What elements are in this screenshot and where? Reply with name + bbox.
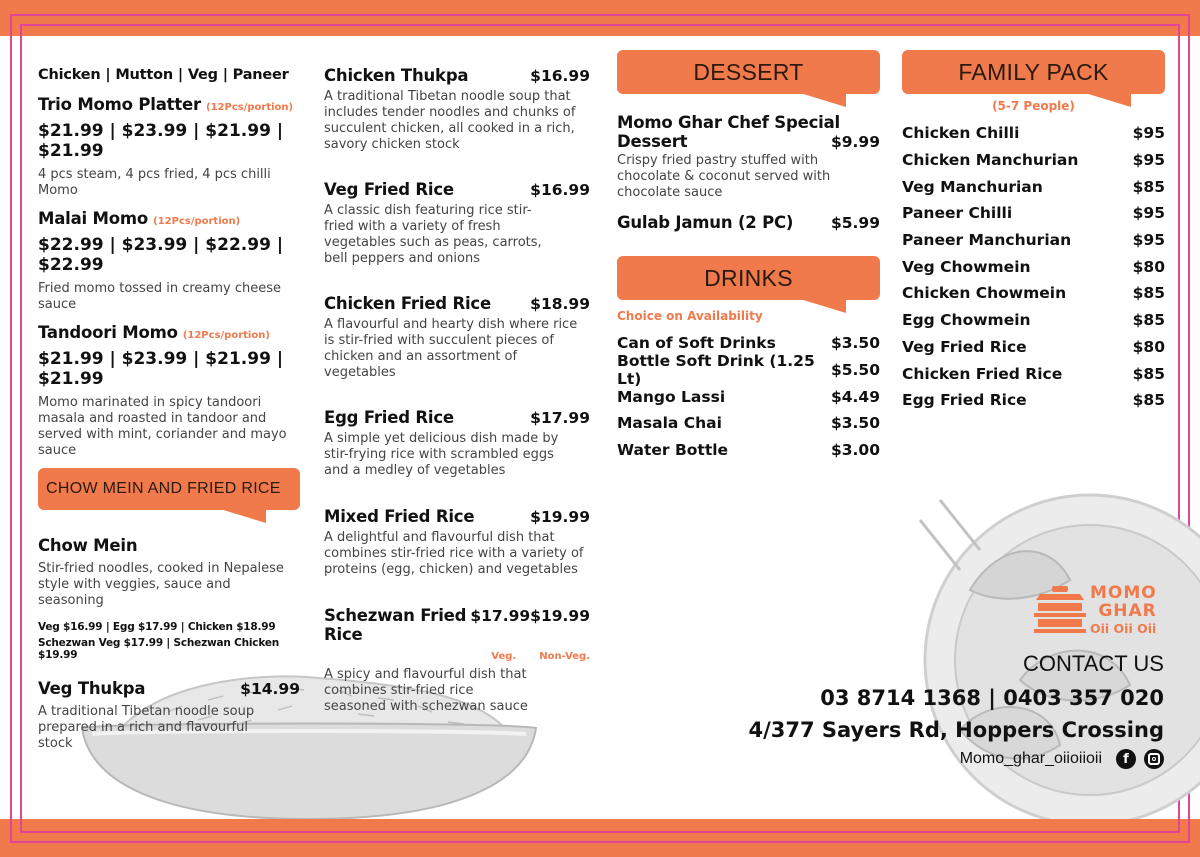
item-name: Egg Fried Rice (902, 391, 1027, 410)
item-name: Veg Thukpa (38, 679, 146, 698)
menu-item (324, 180, 590, 287)
item-name-line2: Dessert (617, 132, 688, 151)
item-price: $16.99 (530, 181, 590, 199)
item-price: $18.99 (530, 295, 590, 313)
logo-line2: GHAR (1098, 601, 1157, 621)
item-price: $9.99 (830, 133, 880, 151)
frame-line-top (10, 14, 1190, 16)
logo-line1: MOMO (1090, 583, 1157, 603)
drink-name: Masala Chai (617, 414, 722, 433)
item-price: $95 (1132, 204, 1165, 223)
item-price: $85 (1132, 391, 1165, 410)
family-pack-item (902, 334, 1165, 361)
family-pack-banner: FAMILY PACK (902, 50, 1165, 94)
momo-ghar-logo (1034, 584, 1166, 636)
item-name: Veg Chowmein (902, 257, 1031, 276)
chowmein-schezwan-variants: Schezwan Veg $17.99 | Schezwan Chicken $19.99 (38, 637, 280, 661)
family-pack-item (902, 173, 1165, 200)
item-name: Egg Fried Rice (324, 408, 454, 427)
bottom-band (0, 819, 1200, 857)
item-price-nonveg: $19.99 (530, 607, 590, 625)
family-pack-item (902, 253, 1165, 280)
item-name: Egg Chowmein (902, 311, 1031, 330)
menu-item (324, 507, 590, 599)
item-price: $17.99 (530, 409, 590, 427)
drinks-availability-note: Choice on Availability (617, 309, 763, 323)
dessert-banner: DESSERT (617, 50, 880, 94)
item-name: Veg Manchurian (902, 177, 1043, 196)
meat-choices: Chicken | Mutton | Veg | Paneer (38, 67, 289, 83)
momo-column (38, 50, 300, 752)
frame-line-bottom (10, 841, 1190, 843)
top-band (0, 0, 1200, 36)
veg-thukpa-item (38, 679, 300, 752)
item-name: Paneer Chilli (902, 204, 1013, 223)
item-price: $85 (1132, 284, 1165, 303)
item-description: A flavourful and hearty dish where rice is stir-fried with succulent pieces of chicken and an assortment of vegetables (324, 317, 578, 380)
item-prices: $22.99 | $23.99 | $22.99 | $22.99 (38, 235, 284, 275)
item-name: Veg Fried Rice (902, 337, 1027, 356)
portion-tag: (12Pcs/portion) (153, 216, 241, 227)
malai-momo-item (38, 209, 300, 313)
item-name: Gulab Jamun (2 PC) (617, 213, 794, 232)
item-description: A classic dish featuring rice stir-fried with a variety of fresh vegetables such as peas, carrots, bell peppers and onions (324, 203, 542, 266)
family-pack-item (902, 120, 1165, 147)
item-description: Momo marinated in spicy tandoori masala and roasted in tandoor and served with mint, coriander and mayo sauce (38, 395, 287, 458)
item-name: Tandoori Momo (38, 323, 178, 342)
menu-item (324, 294, 590, 401)
drink-name: Can of Soft Drinks (617, 334, 776, 353)
item-price: $85 (1132, 311, 1165, 330)
item-price: $80 (1132, 257, 1165, 276)
item-name: Malai Momo (38, 209, 149, 228)
family-pack-item (902, 280, 1165, 307)
item-prices: $21.99 | $23.99 | $21.99 | $21.99 (38, 121, 284, 161)
menu-item (324, 408, 590, 500)
item-price: $85 (1132, 177, 1165, 196)
menu-item (324, 66, 590, 173)
item-price: $19.99 (530, 508, 590, 526)
frame-line-left (10, 14, 12, 843)
family-pack-item (902, 307, 1165, 334)
item-name: Veg Fried Rice (324, 180, 454, 199)
contact-heading: CONTACT US (1023, 651, 1164, 676)
tandoori-momo-item (38, 323, 300, 459)
item-description: Crispy fried pastry stuffed with chocolate & coconut served with chocolate sauce (617, 153, 831, 200)
item-name: Chicken Fried Rice (902, 364, 1063, 383)
item-name: Paneer Manchurian (902, 231, 1072, 250)
item-name: Chow Mein (38, 536, 138, 555)
chef-special-dessert (617, 113, 880, 201)
item-name: Mixed Fried Rice (324, 507, 475, 526)
chow-mein-item (38, 536, 300, 661)
drinks-banner: DRINKS (617, 256, 880, 300)
price-labels (324, 644, 590, 663)
drink-price: $5.50 (830, 361, 880, 380)
drink-name: Bottle Soft Drink (1.25 Lt) (617, 352, 815, 389)
drink-price: $3.50 (830, 414, 880, 433)
drink-price: $3.00 (830, 441, 880, 460)
contact-address: 4/377 Sayers Rd, Hoppers Crossing (748, 718, 1164, 742)
drinks-list (617, 330, 880, 463)
family-pack-note: (5-7 People) (992, 99, 1075, 113)
gulab-jamun-item (617, 213, 880, 232)
family-pack-column (902, 50, 1165, 414)
portion-tag: (12Pcs/portion) (182, 330, 270, 341)
item-name: Chicken Manchurian (902, 151, 1079, 170)
item-description: A simple yet delicious dish made by stir-frying rice with scrambled eggs and a medley of vegetables (324, 431, 559, 478)
frame-line-bottom-inner (20, 831, 1180, 833)
item-name: Schezwan Fried Rice (324, 606, 467, 644)
item-description: A traditional Tibetan noodle soup that includes tender noodles and chunks of succulent chicken, all cooked in a rich, savory chicken stock (324, 89, 576, 152)
drink-price: $3.50 (830, 334, 880, 353)
social-row (960, 749, 1164, 769)
item-price: $5.99 (830, 214, 880, 232)
item-name-line1: Momo Ghar Chef Special (617, 113, 841, 132)
item-name: Chicken Fried Rice (324, 294, 491, 313)
family-pack-item (902, 387, 1165, 414)
drink-name: Mango Lassi (617, 387, 726, 406)
item-name: Trio Momo Platter (38, 95, 201, 114)
dessert-drinks-column (617, 50, 880, 463)
logo-text (1090, 584, 1157, 638)
family-pack-item (902, 147, 1165, 174)
logo-line3: Oii Oii Oii (1090, 621, 1157, 636)
item-prices: $21.99 | $23.99 | $21.99 | $21.99 (38, 349, 284, 389)
family-pack-item (902, 200, 1165, 227)
item-price: $95 (1132, 231, 1165, 250)
item-price: $16.99 (530, 67, 590, 85)
drink-item (617, 352, 880, 389)
rice-noodle-column (324, 66, 590, 715)
item-description: Fried momo tossed in creamy cheese sauce (38, 281, 282, 312)
item-price: $95 (1132, 124, 1165, 143)
item-price: $85 (1132, 364, 1165, 383)
drink-price: $4.49 (830, 387, 880, 406)
frame-line-left-inner (20, 24, 22, 833)
chowmein-variants: Veg $16.99 | Egg $17.99 | Chicken $18.99 (38, 621, 276, 633)
item-price: $14.99 (240, 680, 300, 698)
item-price: $95 (1132, 151, 1165, 170)
item-price: $80 (1132, 337, 1165, 356)
trio-momo-item (38, 95, 300, 199)
item-name: Chicken Chilli (902, 124, 1020, 143)
item-price-veg: $17.99 (470, 607, 531, 625)
item-description: Stir-fried noodles, cooked in Nepalese style with veggies, sauce and seasoning (38, 561, 284, 608)
family-pack-item (902, 227, 1165, 254)
drink-item (617, 410, 880, 437)
drink-name: Water Bottle (617, 441, 729, 460)
drink-item (617, 437, 880, 464)
item-description: A delightful and flavourful dish that combines stir-fried rice with a variety of proteins (egg, chicken) and vegetables (324, 530, 584, 577)
contact-phones: 03 8714 1368 | 0403 357 020 (820, 686, 1164, 710)
chowmein-fried-rice-banner: CHOW MEIN AND FRIED RICE (38, 468, 300, 510)
steamer-icon (1034, 586, 1086, 636)
item-description: 4 pcs steam, 4 pcs fried, 4 pcs chilli Momo (38, 167, 271, 198)
instagram-icon[interactable] (1144, 749, 1164, 769)
item-description: A spicy and flavourful dish that combines stir-fried rice seasoned with schezwan sauce (324, 667, 528, 714)
nonveg-label: Non-Veg. (539, 651, 590, 662)
item-description: A traditional Tibetan noodle soup prepared in a rich and flavourful stock (38, 704, 255, 751)
family-pack-list (902, 120, 1165, 414)
item-name: Chicken Chowmein (902, 284, 1067, 303)
portion-tag: (12Pcs/portion) (206, 102, 294, 113)
family-pack-item (902, 360, 1165, 387)
item-name: Chicken Thukpa (324, 66, 469, 85)
veg-label: Veg. (491, 651, 517, 662)
frame-line-top-inner (20, 24, 1180, 26)
facebook-icon[interactable]: f (1116, 749, 1136, 769)
schezwan-fried-rice-item (324, 606, 590, 715)
social-handle: Momo_ghar_oiioiioii (959, 750, 1102, 767)
